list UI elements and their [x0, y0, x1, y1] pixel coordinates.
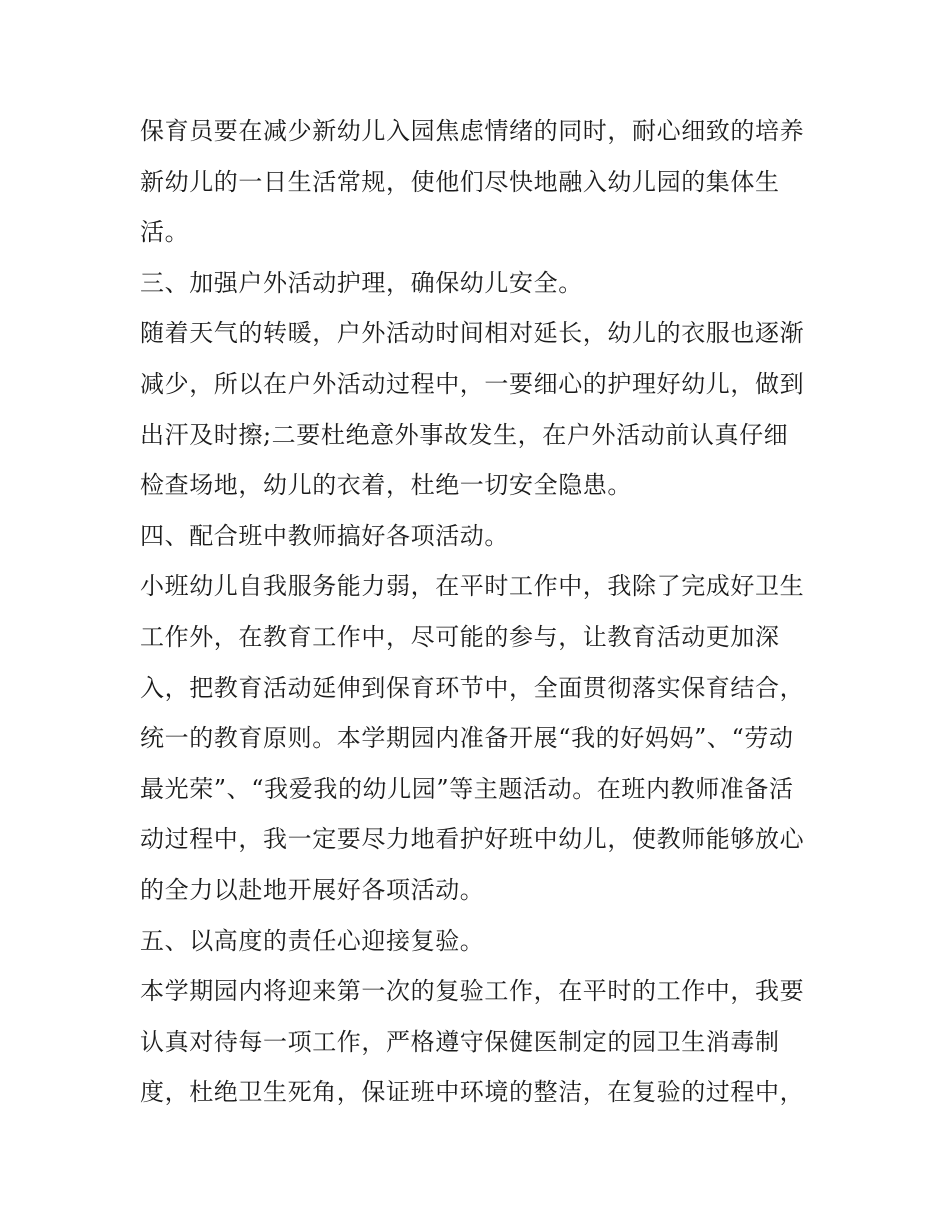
text-line: 活。: [140, 218, 190, 247]
text-line: 本学期园内将迎来第一次的复验工作，在平时的工作中，我要: [140, 977, 805, 1006]
text-line: 检查场地，幼儿的衣着，杜绝一切安全隐患。: [140, 471, 632, 500]
text-line: 随着天气的转暖，户外活动时间相对延长，幼儿的衣服也逐渐: [140, 319, 805, 348]
text-line: 认真对待每一项工作，严格遵守保健医制定的园卫生消毒制: [140, 1027, 780, 1056]
document-body: [140, 106, 820, 1118]
text-line: 出汗及时擦;二要杜绝意外事故发生，在户外活动前认真仔细: [140, 420, 789, 449]
text-line: 统一的教育原则。本学期园内准备开展“我的好妈妈”、“劳动: [140, 724, 794, 753]
section-heading: 三、加强户外活动护理，确保幼儿安全。: [140, 268, 583, 297]
text-line: 减少，所以在户外活动过程中，一要细心的护理好幼儿，做到: [140, 369, 805, 398]
text-line: 保育员要在减少新幼儿入园焦虑情绪的同时，耐心细致的培养: [140, 117, 805, 145]
text-line: 入，把教育活动延伸到保育环节中，全面贯彻落实保育结合，: [140, 673, 805, 702]
section-heading: 四、配合班中教师搞好各项活动。: [140, 521, 509, 550]
text-line: 最光荣”、“我爱我的幼儿园”等主题活动。在班内教师准备活: [140, 774, 794, 803]
text-line: 新幼儿的一日生活常规，使他们尽快地融入幼儿园的集体生: [140, 167, 780, 196]
section-heading: 五、以高度的责任心迎接复验。: [140, 926, 485, 955]
text-line: 度，杜绝卫生死角，保证班中环境的整洁，在复验的过程中，: [140, 1078, 805, 1107]
text-line: 小班幼儿自我服务能力弱，在平时工作中，我除了完成好卫生: [140, 572, 805, 601]
text-line: 工作外，在教育工作中，尽可能的参与，让教育活动更加深: [140, 622, 780, 651]
text-line: 的全力以赴地开展好各项活动。: [140, 875, 485, 904]
text-line: 动过程中，我一定要尽力地看护好班中幼儿，使教师能够放心: [140, 825, 805, 854]
